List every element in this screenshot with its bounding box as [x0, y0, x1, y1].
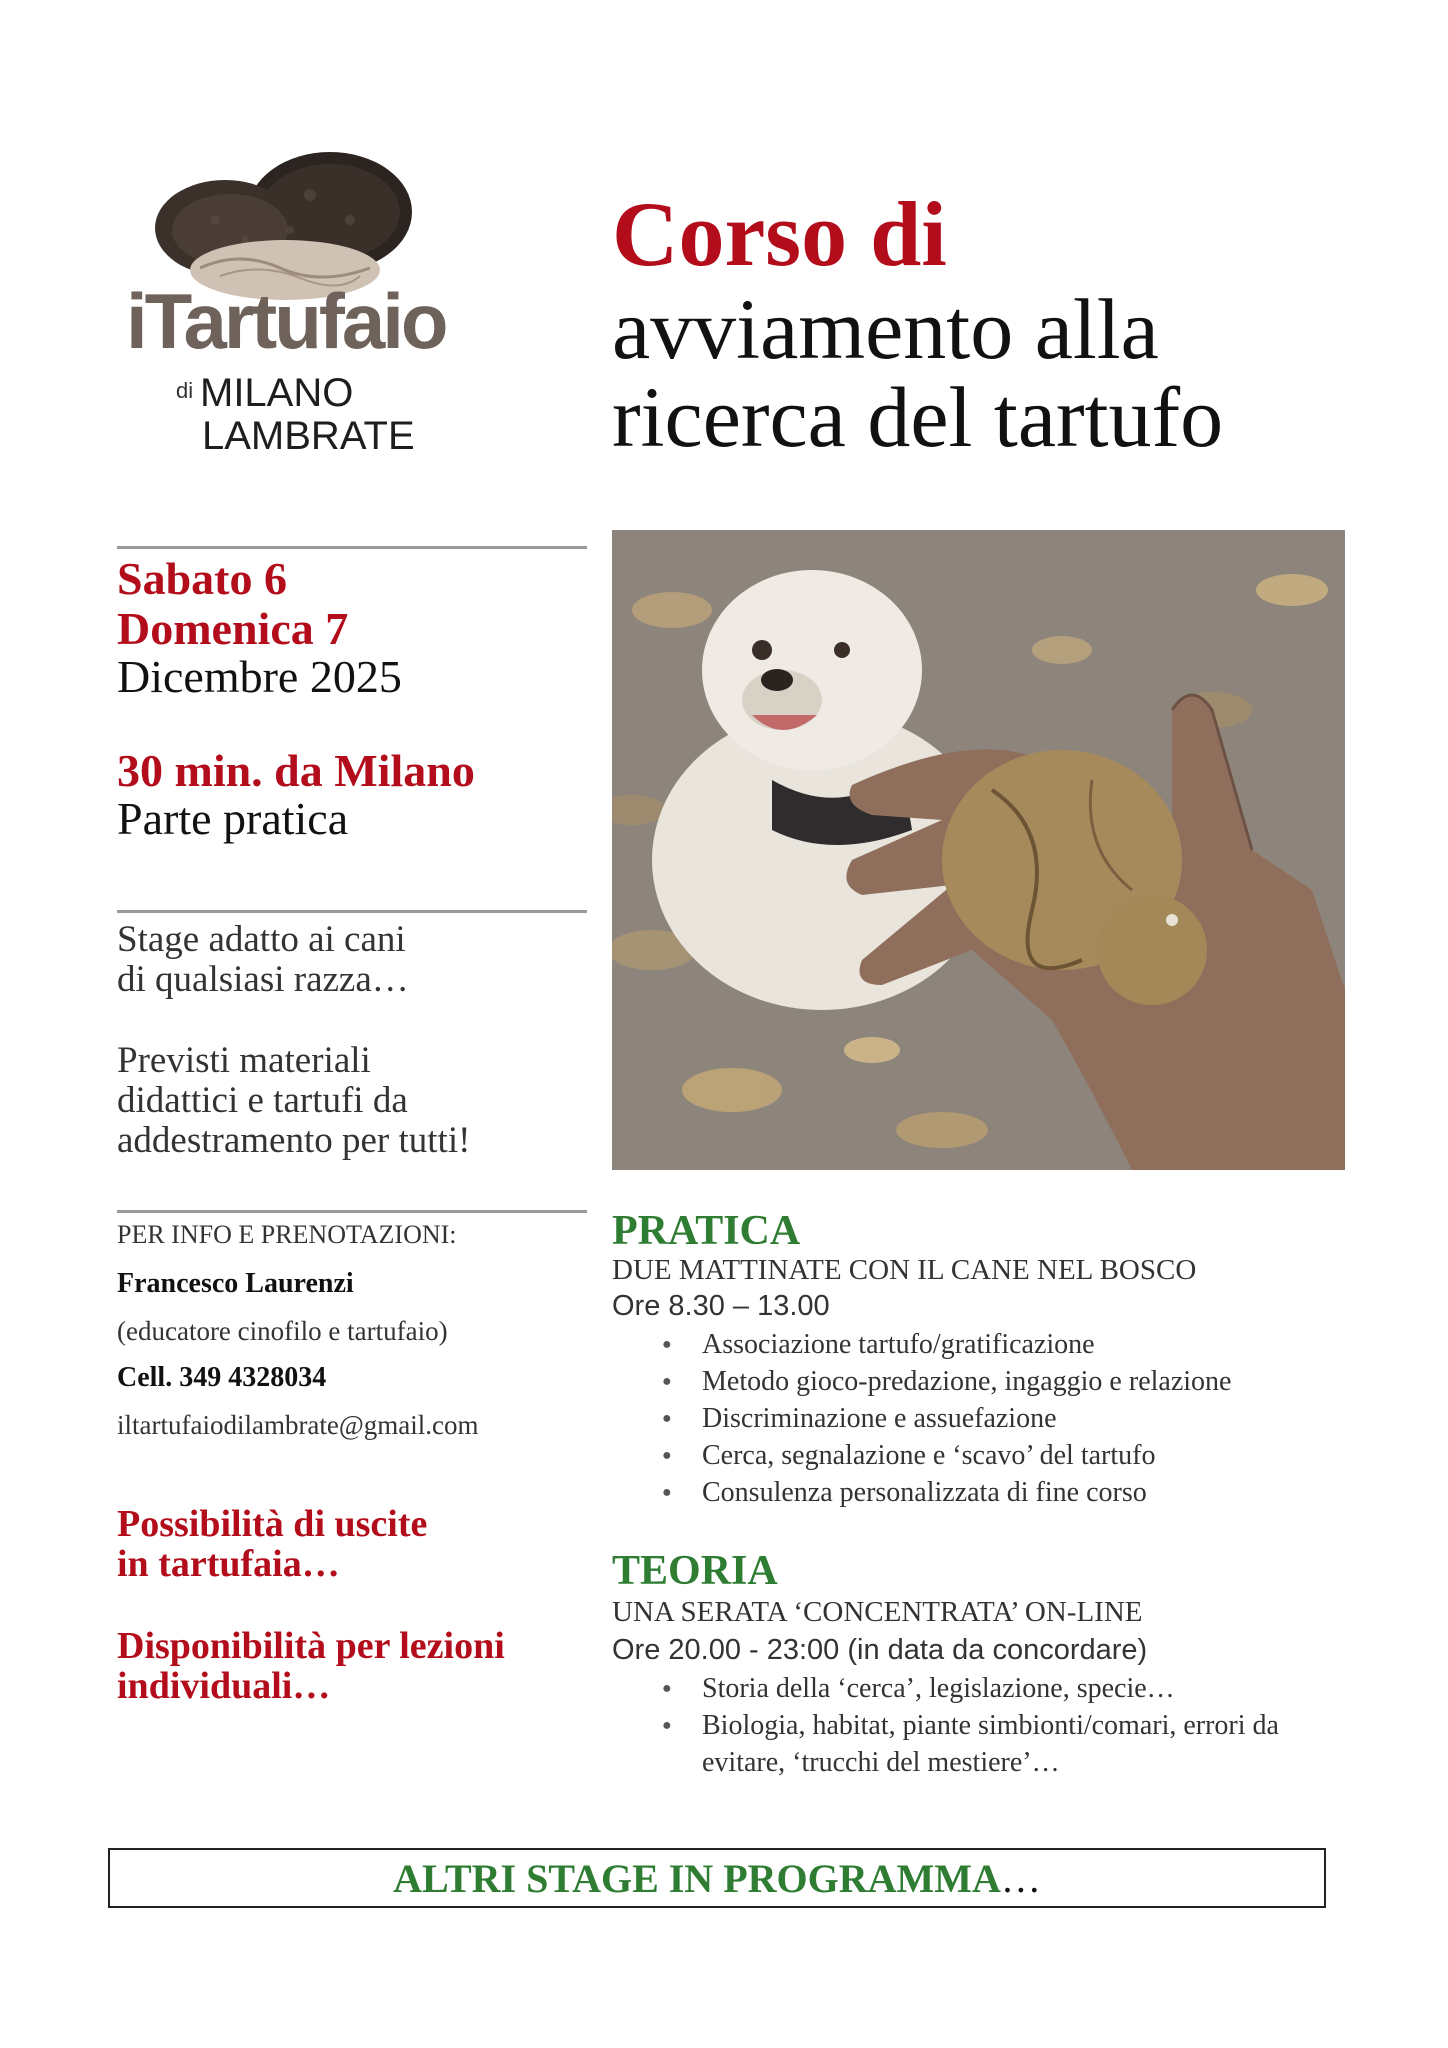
list-item: ● Discriminazione e assuefazione — [612, 1400, 1352, 1437]
contact-heading: PER INFO E PRENOTAZIONI: — [117, 1220, 457, 1249]
stage-line1: Stage adatto ai cani — [117, 919, 406, 960]
title-line1: Corso di — [612, 183, 947, 285]
teoria-hours: Ore 20.00 - 23:00 (in data da concordare) — [612, 1634, 1148, 1666]
dog-truffle-photo — [612, 530, 1345, 1170]
list-item: ● Metodo gioco-predazione, ingaggio e relazione — [612, 1363, 1352, 1400]
date-day1: Sabato 6 — [117, 553, 287, 604]
stage-line3: Previsti materiali — [117, 1040, 371, 1081]
divider — [117, 546, 587, 549]
stage-line2: di qualsiasi razza… — [117, 959, 409, 1000]
date-day2: Domenica 7 — [117, 603, 349, 654]
logo-city-line1: MILANO — [200, 371, 354, 415]
list-item: ● Associazione tartufo/gratificazione — [612, 1326, 1352, 1363]
date-month-year: Dicembre 2025 — [117, 651, 402, 702]
contact-role: (educatore cinofilo e tartufaio) — [117, 1316, 448, 1346]
logo-di: di — [176, 378, 194, 403]
contact-email: iltartufaiodilambrate@gmail.com — [117, 1410, 479, 1440]
stage-line5: addestramento per tutti! — [117, 1120, 471, 1161]
promo-line1: Possibilità di uscite — [117, 1503, 428, 1545]
list-item: ● Consulenza personalizzata di fine corso — [612, 1474, 1352, 1511]
banner-ellipsis: … — [1000, 1855, 1041, 1901]
promo-line4: individuali… — [117, 1665, 331, 1707]
divider — [117, 910, 587, 913]
pratica-title: PRATICA — [612, 1208, 801, 1254]
contact-name: Francesco Laurenzi — [117, 1268, 354, 1299]
pratica-hours: Ore 8.30 – 13.00 — [612, 1290, 830, 1322]
teoria-title: TEORIA — [612, 1548, 778, 1594]
teoria-list — [612, 1670, 1332, 1781]
part-text: Parte pratica — [117, 793, 349, 844]
banner-text: ALTRI STAGE IN PROGRAMMA — [393, 1855, 1001, 1901]
title-line2: avviamento alla — [612, 281, 1159, 377]
distance-text: 30 min. da Milano — [117, 745, 475, 796]
promo-line3: Disponibilità per lezioni — [117, 1625, 505, 1667]
other-stages-banner — [108, 1848, 1326, 1908]
pratica-list — [612, 1326, 1352, 1511]
pratica-subtitle: DUE MATTINATE CON IL CANE NEL BOSCO — [612, 1254, 1197, 1286]
list-item: ● Cerca, segnalazione e ‘scavo’ del tartufo — [612, 1437, 1352, 1474]
logo-city-line2: LAMBRATE — [202, 414, 415, 458]
stage-line4: didattici e tartufi da — [117, 1080, 408, 1121]
title-line3: ricerca del tartufo — [612, 369, 1224, 465]
list-item: ● Biologia, habitat, piante simbionti/comari, errori da evitare, ‘trucchi del mestiere’… — [612, 1707, 1332, 1781]
promo-line2: in tartufaia… — [117, 1543, 340, 1585]
teoria-subtitle: UNA SERATA ‘CONCENTRATA’ ON-LINE — [612, 1596, 1143, 1628]
list-item: ● Storia della ‘cerca’, legislazione, specie… — [612, 1670, 1332, 1707]
contact-phone: Cell. 349 4328034 — [117, 1362, 327, 1393]
divider — [117, 1210, 587, 1213]
logo-brand-name: iTartufaio — [126, 277, 446, 365]
